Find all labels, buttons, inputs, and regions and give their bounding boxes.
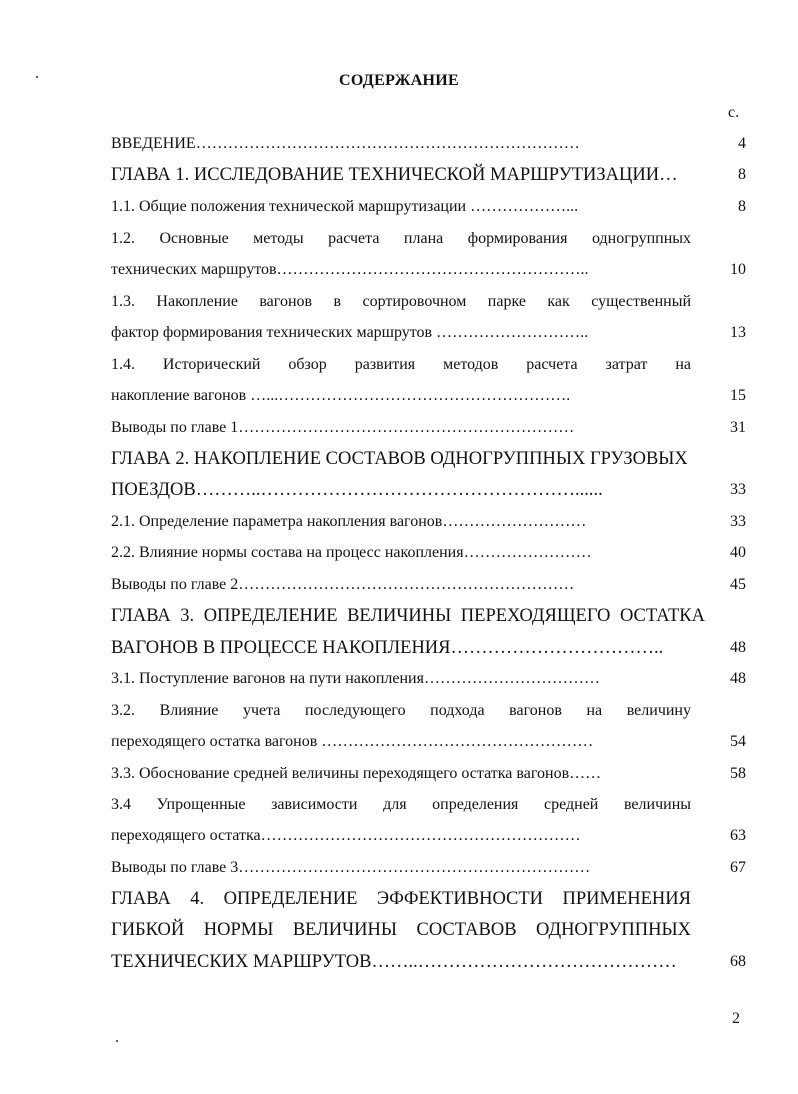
toc-page-number: 8 [738, 166, 746, 183]
toc-entry-chapter-3[interactable]: ГЛАВА 3. ОПРЕДЕЛЕНИЕ ВЕЛИЧИНЫ ПЕРЕХОДЯЩЕГО ОСТАТКА [111, 606, 705, 626]
toc-page-number: 13 [730, 324, 746, 341]
page-column-label: с. [728, 104, 740, 121]
toc-page-number: 4 [738, 135, 746, 152]
toc-entry-1-4[interactable]: 1.4. Исторический обзор развития методов расчета затрат на [111, 356, 691, 373]
toc-page-number: 31 [730, 419, 746, 436]
toc-entry-1-2[interactable]: 1.2. Основные методы расчета плана формирования одногруппных [111, 230, 691, 247]
toc-entry-3-4-cont[interactable]: переходящего остатка…………………………………………………… [111, 827, 581, 844]
toc-page-number: 68 [730, 953, 746, 970]
toc-entry-chapter-4-cont[interactable]: ГИБКОЙ НОРМЫ ВЕЛИЧИНЫ СОСТАВОВ ОДНОГРУППНЫХ [111, 920, 691, 940]
scan-speck [116, 1040, 118, 1042]
toc-entry-3-1[interactable]: 3.1. Поступление вагонов на пути накопления…………………………… [111, 670, 600, 687]
toc-page-number: 63 [730, 827, 746, 844]
toc-entry-chapter-4-cont2[interactable]: ТЕХНИЧЕСКИХ МАРШРУТОВ……..…………………………………… [111, 952, 677, 972]
toc-entry-3-4[interactable]: 3.4 Упрощенные зависимости для определения средней величины [111, 796, 691, 813]
toc-entry-2-2[interactable]: 2.2. Влияние нормы состава на процесс накопления…………………… [111, 544, 592, 561]
toc-page-number: 67 [730, 859, 746, 876]
toc-entry-1-2-cont[interactable]: технических маршрутов………………………………………………….. [111, 261, 589, 278]
toc-entry-3-2-cont[interactable]: переходящего остатка вагонов …………………………………………… [111, 733, 594, 750]
toc-entry-conclusions-3[interactable]: Выводы по главе 3………………………………………………………… [111, 859, 591, 876]
page-title: СОДЕРЖАНИЕ [338, 72, 460, 89]
toc-entry-conclusions-1[interactable]: Выводы по главе 1……………………………………………………… [111, 419, 575, 436]
toc-page-number: 58 [730, 765, 746, 782]
toc-entry-1-4-cont[interactable]: накопление вагонов …...………………………………………………. [111, 387, 571, 404]
toc-entry-chapter-3-cont[interactable]: ВАГОНОВ В ПРОЦЕССЕ НАКОПЛЕНИЯ…………………………….. [111, 638, 664, 658]
page-number: 2 [732, 1010, 740, 1027]
toc-page-number: 10 [730, 261, 746, 278]
toc-entry-1-3[interactable]: 1.3. Накопление вагонов в сортировочном парке как существенный [111, 293, 691, 310]
toc-entry-1-1[interactable]: 1.1. Общие положения технической маршрутизации ………………... [111, 198, 579, 215]
toc-page-number: 48 [730, 670, 746, 687]
toc-page-number: 45 [730, 576, 746, 593]
toc-entry-3-3[interactable]: 3.3. Обоснование средней величины переходящего остатка вагонов…… [111, 765, 602, 782]
toc-entry-chapter-4[interactable]: ГЛАВА 4. ОПРЕДЕЛЕНИЕ ЭФФЕКТИВНОСТИ ПРИМЕНЕНИЯ [111, 889, 691, 909]
toc-page-number: 8 [738, 198, 746, 215]
toc-entry-chapter-2[interactable]: ГЛАВА 2. НАКОПЛЕНИЕ СОСТАВОВ ОДНОГРУППНЫХ ГРУЗОВЫХ [111, 449, 688, 469]
toc-entry-conclusions-2[interactable]: Выводы по главе 2……………………………………………………… [111, 576, 575, 593]
toc-entry-2-1[interactable]: 2.1. Определение параметра накопления вагонов……………………… [111, 513, 587, 530]
toc-entry-1-3-cont[interactable]: фактор формирования технических маршрутов ……………………….. [111, 324, 589, 341]
toc-page-number: 54 [730, 733, 746, 750]
toc-entry-chapter-1[interactable]: ГЛАВА 1. ИССЛЕДОВАНИЕ ТЕХНИЧЕСКОЙ МАРШРУТИЗАЦИИ… [111, 165, 678, 185]
toc-entry-intro[interactable]: ВВЕДЕНИЕ……………………………………………………………… [111, 135, 580, 152]
toc-page-number: 33 [730, 513, 746, 530]
toc-page-number: 15 [730, 387, 746, 404]
toc-entry-chapter-2-cont[interactable]: ПОЕЗДОВ………..……………………………………………...... [111, 480, 603, 500]
toc-page-number: 48 [730, 639, 746, 656]
toc-entry-3-2[interactable]: 3.2. Влияние учета последующего подхода вагонов на величину [111, 702, 691, 719]
toc-page-number: 33 [730, 481, 746, 498]
toc-page-number: 40 [730, 544, 746, 561]
